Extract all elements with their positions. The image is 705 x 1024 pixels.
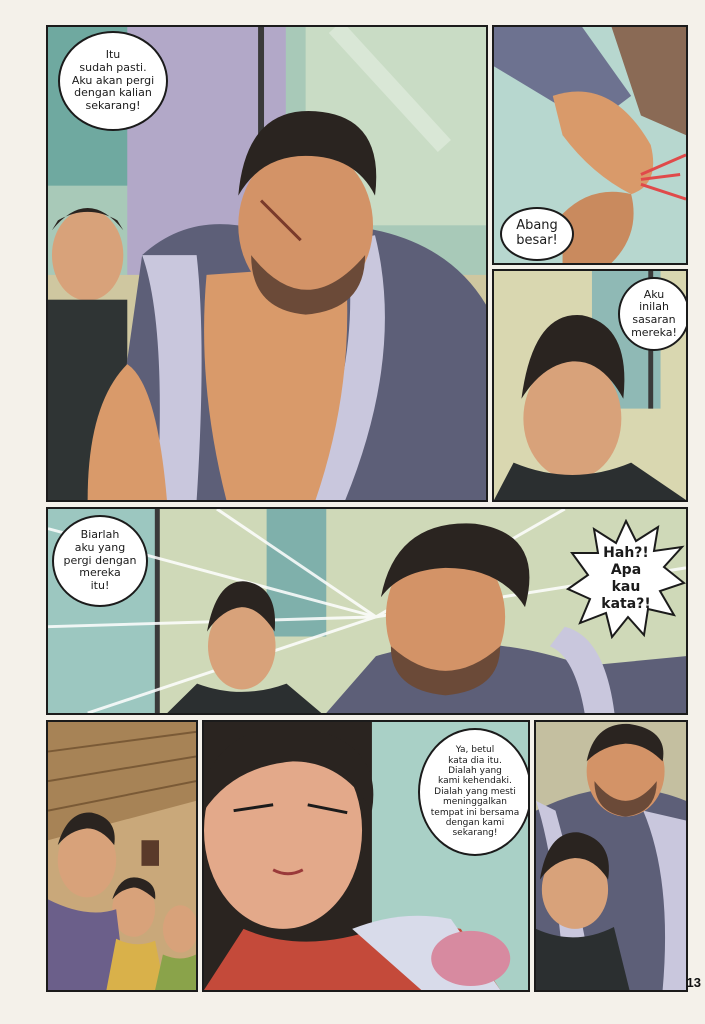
- speech-bubble-woman: [418, 728, 530, 856]
- speech-text-young-man-offer: Biarlah aku yang pergi dengan mereka itu!: [63, 528, 137, 592]
- panel-scarred-man: [46, 25, 488, 502]
- speech-text-young-man: Aku inilah sasaran mereka!: [631, 287, 677, 339]
- panel-confrontation: [46, 507, 688, 715]
- panel-young-man: [492, 269, 688, 502]
- panel-hand-grab: [492, 25, 688, 265]
- panel-woman: [202, 720, 530, 992]
- shout-text: Hah?! Apa kau kata?!: [601, 545, 651, 612]
- panel-crowd: [46, 720, 198, 992]
- speech-text-scarred-man: Itu sudah pasti. Aku akan pergi dengan kalian sekarang!: [71, 48, 155, 112]
- panel-art-crowd: [48, 722, 196, 990]
- panel-two-men: [534, 720, 688, 992]
- speech-text-hand-grab: Abang besar!: [516, 218, 558, 248]
- speech-text-woman: Ya, betul kata dia itu. Dialah yang kami kehendaki. Dialah yang mesti meninggalkan tempat ini bersama dengan kami sekarang!: [430, 745, 520, 839]
- page-number: 13: [686, 975, 701, 990]
- shout-burst: [566, 519, 686, 639]
- speech-bubble-young-man: [618, 277, 688, 351]
- speech-bubble-scarred-man: [58, 31, 168, 131]
- panel-art-two-men: [536, 722, 686, 990]
- speech-bubble-hand-grab: [500, 207, 574, 261]
- speech-bubble-young-man-offer: [52, 515, 148, 607]
